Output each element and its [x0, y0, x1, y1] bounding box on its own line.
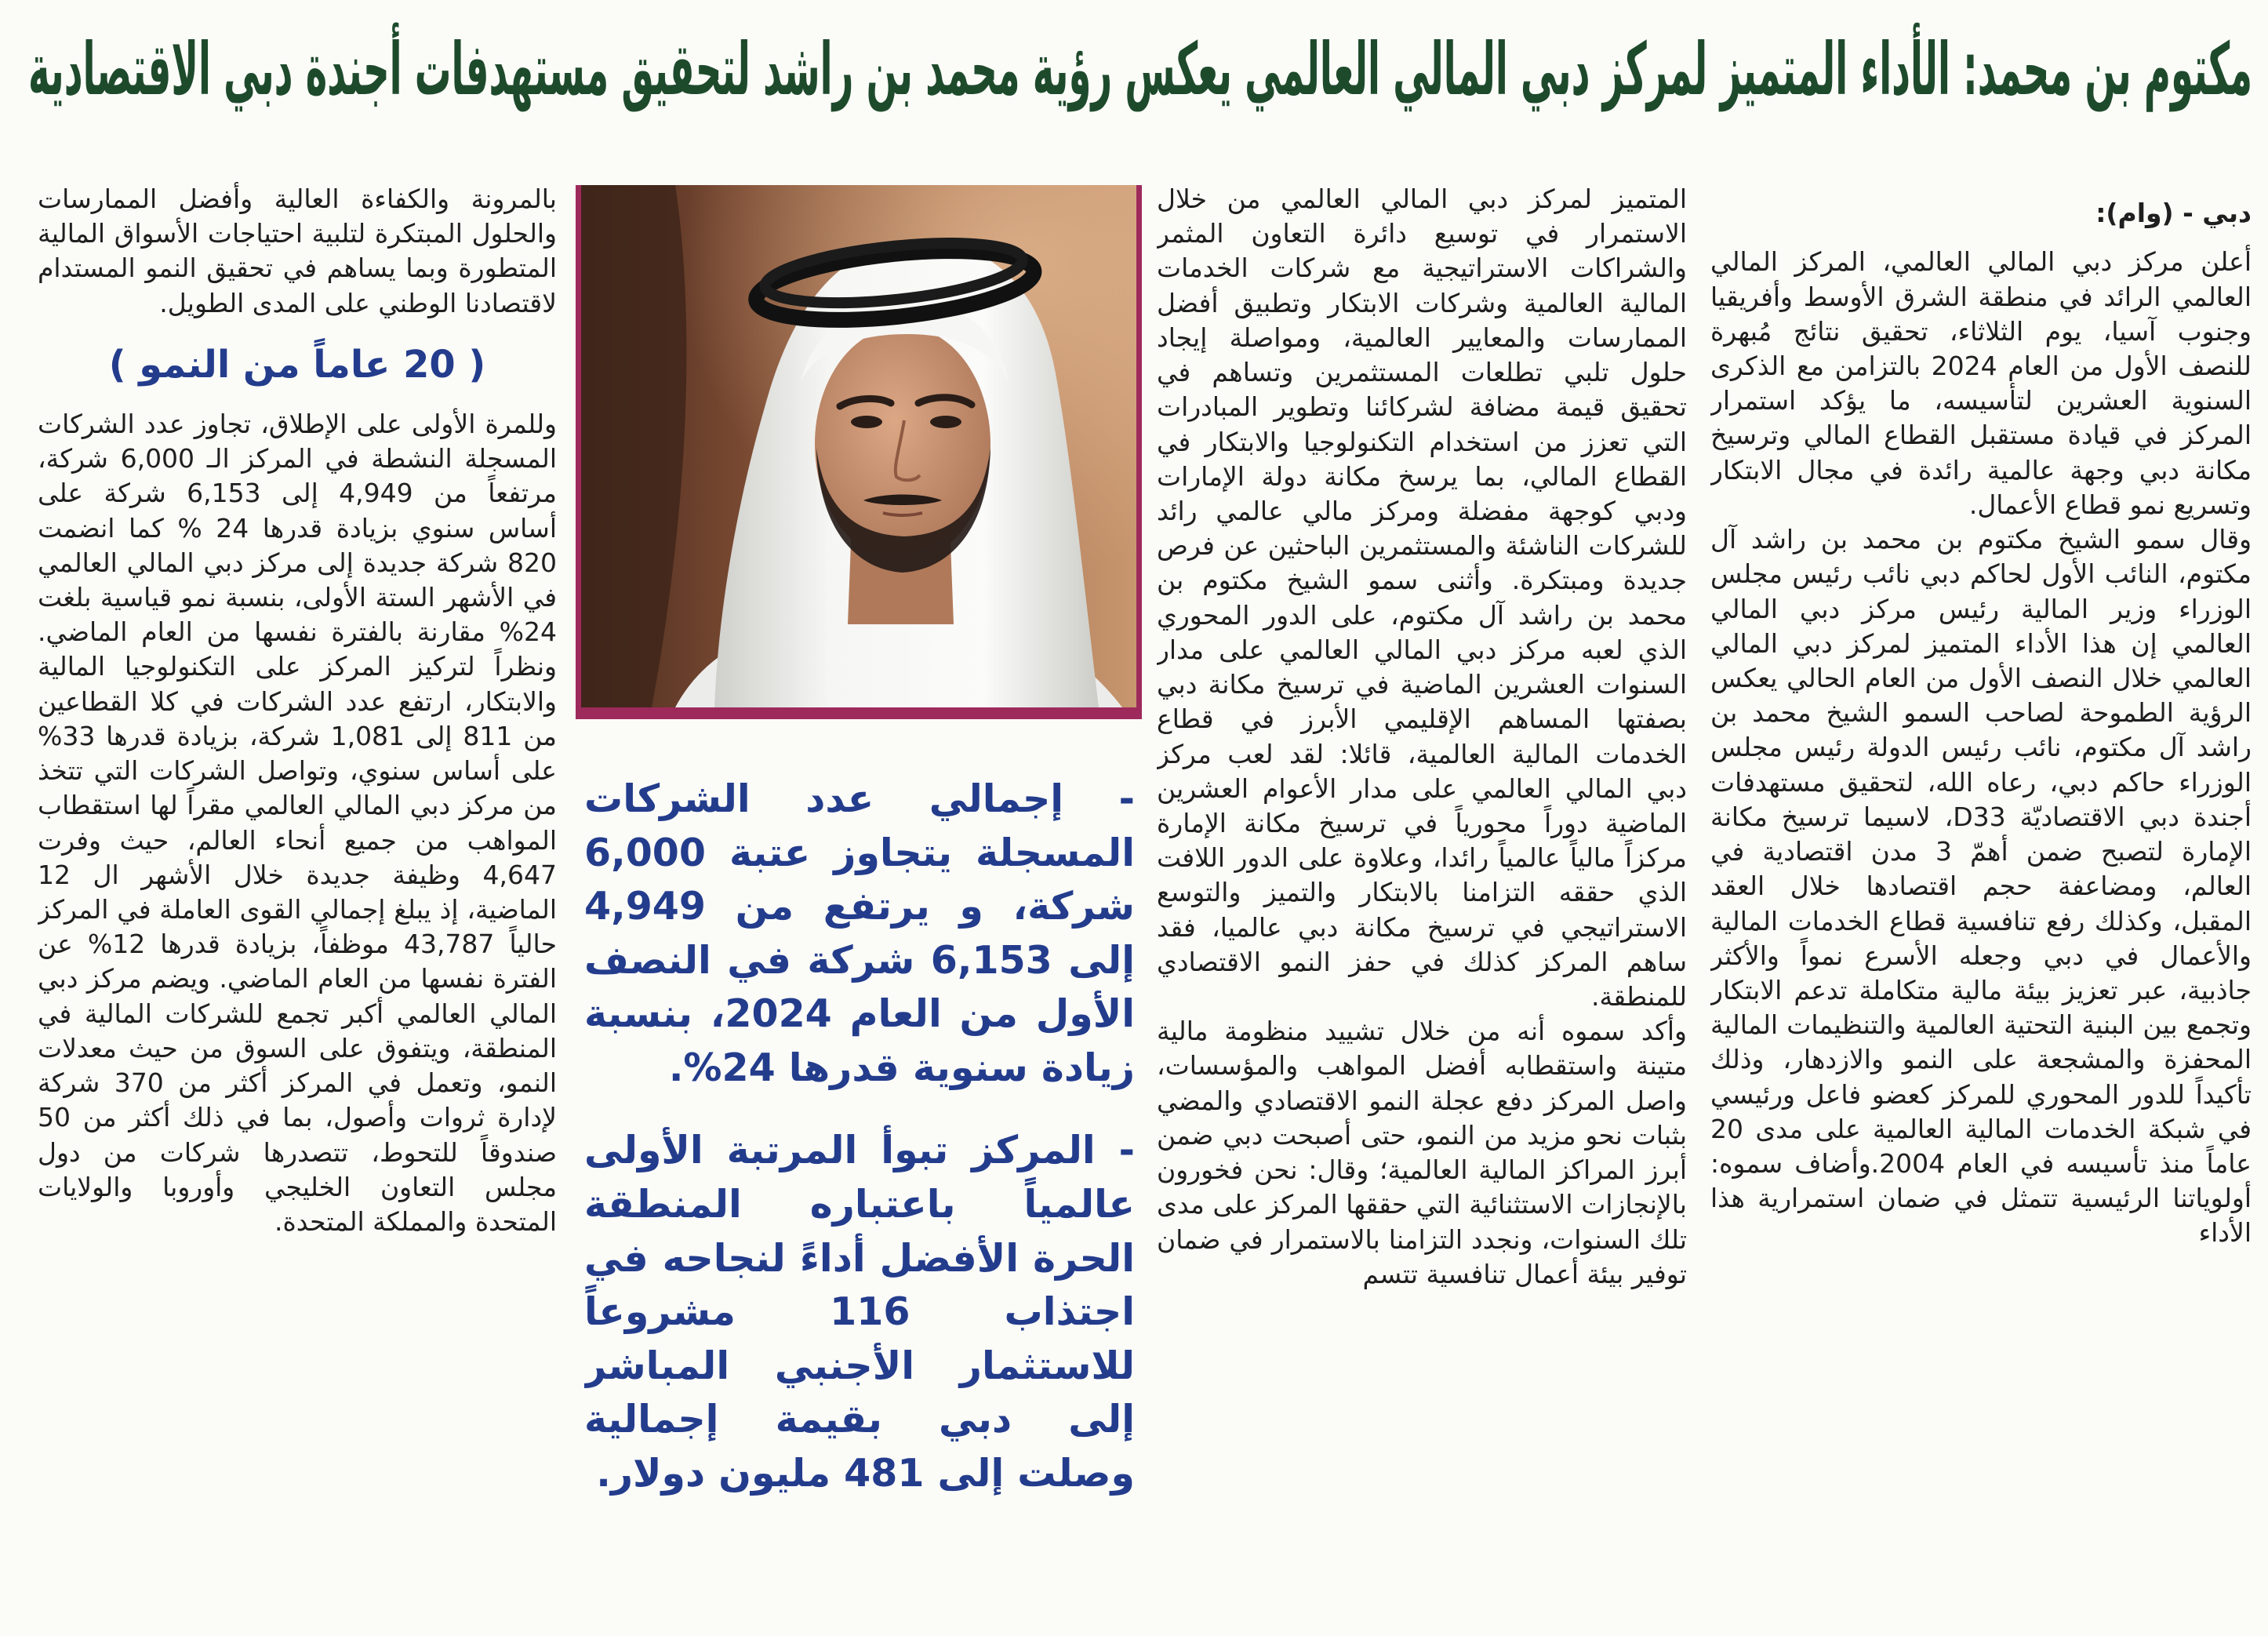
paragraph: وأكد سموه أنه من خلال تشييد منظومة مالية متينة واستقطابه أفضل المواهب والمؤسسات، واصل المركز دفع عجلة النمو الاقتصادي والمضي بثبات نحو مزيد من النمو، حتى أصبحت دبي ضمن أبرز المراكز المالية العالمية؛ وقال: نحن فخورون بالإنجازات الاستثنائية التي حققها المركز على مدى تلك السنوات، ونجدد التزامنا بالاستمرار في ضمان توفير بيئة أعمال تنافسية تتسم [1157, 1016, 1687, 1289]
paragraph: وقال سمو الشيخ مكتوم بن محمد بن راشد آل مكتوم، النائب الأول لحاكم دبي نائب رئيس مجلس الوزراء وزير المالية رئيس مركز دبي المالي العالمي إن هذا الأداء المتميز لمركز دبي المالي العالمي خلال النصف الأول من العام الحالي يعكس الرؤية الطموحة لصاحب السمو الشيخ محمد بن راشد آل مكتوم، نائب رئيس الدولة رئيس مجلس الوزراء حاكم دبي، رعاه الله، لتحقيق مستهدفات أجندة دبي الاقتصاديّة D33، لاسيما ترسيخ مكانة الإمارة لتصبح ضمن أهمّ 3 مدن اقتصادية في العالم، ومضاعفة حجم اقتصادها خلال العقد المقبل، وكذلك رفع تنافسية قطاع الخدمات المالية والأعمال في دبي وجعله الأسرع نمواً والأكثر جاذبية، عبر تعزيز بيئة مالية متكاملة تدعم الابتكار وتجمع بين البنية التحتية العالمية والتنظيمات المالية المحفزة والمشجعة على النمو والازدهار، وذلك تأكيداً للدور المحوري للمركز كعضو فاعل ورئيسي في شبكة الخدمات المالية العالمية على مدى 20 عاماً منذ تأسيسه في العام 2004.وأضاف سموه: أولوياتنا الرئيسية تتمثل في ضمان استمرارية هذا الأداء [1710, 524, 2252, 1249]
portrait-image [581, 185, 1136, 707]
headline-container [28, 22, 2252, 119]
highlights-box [584, 773, 1135, 1569]
article-column-2 [1157, 182, 1687, 1590]
headline: مكتوم بن محمد: الأداء المتميز لمركز دبي المالي العالمي يعكس رؤية محمد بن راشد لتحقيق مستهدفات أجندة دبي الاقتصادية [28, 28, 2252, 112]
article-column-1 [1710, 196, 2252, 1588]
article-column-4 [38, 182, 557, 1590]
highlight-item: - إجمالي عدد الشركات المسجلة يتجاوز عتبة 6,000 شركة، و يرتفع من 4,949 إلى 6,153 شركة في النصف الأول من العام 2024، بنسبة زيادة سنوية قدرها 24%. [584, 776, 1135, 1090]
section-subheading: ( 20 عاماً من النمو ) [108, 344, 486, 387]
paragraph: بالمرونة والكفاءة العالية وأفضل الممارسات والحلول المبتكرة لتلبية احتياجات الأسواق المالية المتطورة وبما يساهم في تحقيق النمو المستدام لاقتصادنا الوطني على المدى الطويل. [38, 184, 557, 318]
paragraph: وللمرة الأولى على الإطلاق، تجاوز عدد الشركات المسجلة النشطة في المركز الـ 6,000 شركة، مرتفعاً من 4,949 إلى 6,153 شركة على أساس سنوي بزيادة قدرها 24 % كما انضمت 820 شركة جديدة إلى مركز دبي المالي العالمي في الأشهر الستة الأولى، بنسبة نمو قياسية بلغت 24% مقارنة بالفترة نفسها من العام الماضي. ونظراً لتركيز المركز على التكنولوجيا المالية والابتكار، ارتفع عدد الشركات في كلا القطاعين من 811 إلى 1,081 شركة، بزيادة قدرها 33% على أساس سنوي، وتواصل الشركات التي تتخذ من مركز دبي المالي العالمي مقراً لها استقطاب المواهب من جميع أنحاء العالم، حيث وفرت 4,647 وظيفة جديدة خلال الأشهر ال 12 الماضية، إذ يبلغ إجمالي القوى العاملة في المركز حالياً 43,787 موظفاً، بزيادة قدرها 12% عن الفترة نفسها من العام الماضي. ويضم مركز دبي المالي العالمي أكبر تجمع للشركات المالية في المنطقة، ويتفوق على السوق من حيث معدلات النمو، وتعمل في المركز أكثر من 370 شركة لإدارة ثروات وأصول، بما في ذلك أكثر من 50 صندوقاً للتحوط، تتصدرها شركات من دول مجلس التعاون الخليجي وأوروبا والولايات المتحدة والمملكة المتحدة. [38, 408, 557, 1237]
dateline: دبي - (وام): [2095, 198, 2252, 228]
paragraph: أعلن مركز دبي المالي العالمي، المركز المالي العالمي الرائد في منطقة الشرق الأوسط وأفريقيا وجنوب آسيا، يوم الثلاثاء، تحقيق نتائج مُبهرة للنصف الأول من العام 2024 بالتزامن مع الذكرى السنوية العشرين لتأسيسه، ما يؤكد استمرار المركز في قيادة مستقبل القطاع المالي وترسيخ مكانة دبي وجهة عالمية رائدة في مجال الابتكار وتسريع نمو قطاع الأعمال. [1710, 246, 2252, 520]
portrait-photo [576, 185, 1142, 719]
highlight-item: - المركز تبوأ المرتبة الأولى عالمياً باعتباره المنطقة الحرة الأفضل أداءً لنجاحه في اجتذاب 116 مشروعاً للاستثمار الأجنبي المباشر إلى دبي بقيمة إجمالية وصلت إلى 481 مليون دولار. [584, 1128, 1135, 1496]
paragraph: المتميز لمركز دبي المالي العالمي من خلال الاستمرار في توسيع دائرة التعاون المثمر والشراكات الاستراتيجية مع شركات الخدمات المالية العالمية وشركات الابتكار وتطبيق أفضل الممارسات والمعايير العالمية، ومواصلة إيجاد حلول تلبي تطلعات المستثمرين وتساهم في تحقيق قيمة مضافة لشركائنا وتطوير المبادرات التي تعزز من استخدام التكنولوجيا والابتكار في القطاع المالي، بما يرسخ مكانة دولة الإمارات ودبي كوجهة مفضلة ومركز مالي عالمي رائد للشركات الناشئة والمستثمرين الباحثين عن فرص جديدة ومبتكرة. وأثنى سمو الشيخ مكتوم بن محمد بن راشد آل مكتوم، على الدور المحوري الذي لعبه مركز دبي المالي العالمي على مدار السنوات العشرين الماضية في ترسيخ مكانة دبي بصفتها المساهم الإقليمي الأبرز في قطاع الخدمات المالية العالمية، قائلا: لقد لعب مركز دبي المالي العالمي على مدار الأعوام العشرين الماضية دوراً محورياً في ترسيخ مكانة الإمارة مركزاً مالياً عالمياً رائدا، وعلاوة على الدور اللافت الذي حققه التزامنا بالابتكار والتميز والتوسع الاستراتيجي في ترسيخ مكانة دبي عالميا، فقد ساهم المركز كذلك في حفز النمو الاقتصادي للمنطقة. [1157, 184, 1687, 1013]
